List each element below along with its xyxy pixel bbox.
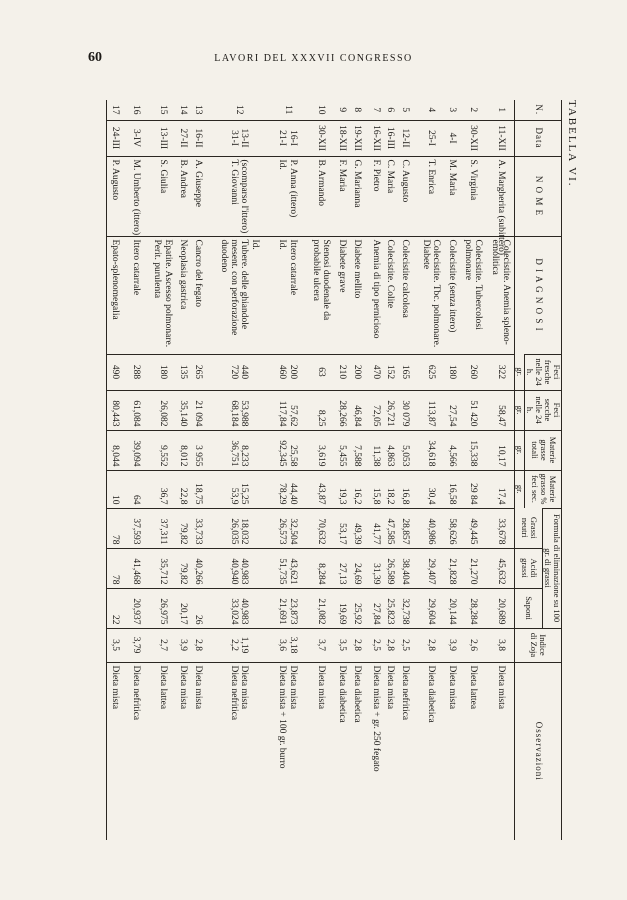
row-diagnosis: Stenosi duodenale da probabile ulcera: [307, 236, 335, 354]
row-grasso-pct: 17,4: [487, 470, 515, 508]
row-date: 18-XII: [335, 120, 349, 156]
row-number: 11: [282, 105, 293, 115]
row-name: P. Anna (ittero) Id.: [273, 156, 307, 236]
row-name: C. Augusto: [397, 156, 418, 236]
row-indice-zoja: 2,7: [149, 628, 177, 662]
row-diagnosis: Colecistite (senza ittero): [445, 236, 459, 354]
row-grasse-totali: 4,566: [445, 430, 459, 470]
table-row: [273, 100, 307, 840]
row-feci-secche: 27,54: [445, 390, 459, 430]
row-name: S. Virginia: [459, 156, 487, 236]
row-saponi: 20,17: [176, 588, 190, 628]
row-feci-fresche: 625: [417, 354, 445, 390]
table-label: TABELLA VI.: [566, 100, 578, 188]
col-nome: N O M E: [515, 156, 562, 236]
row-saponi: 27,84: [369, 588, 383, 628]
row-indice-zoja: 3,18 3,6: [273, 628, 307, 662]
row-indice-zoja: 3,5: [335, 628, 349, 662]
row-diagnosis: Id. Tubere. delle ghiandole mesent. con perforazione duodeno: [211, 236, 273, 354]
row-grasse-totali: 7,588: [349, 430, 370, 470]
row-name: F. Pietro: [369, 156, 383, 236]
row-feci-fresche: 165: [397, 354, 418, 390]
row-grasso-pct: 30,4: [417, 470, 445, 508]
row-number: 10: [316, 105, 327, 115]
row-acidi-grassi: 21,828: [445, 548, 459, 588]
row-date: 16-I 21-I: [273, 120, 307, 156]
row-feci-secche: 57,62 117,84: [273, 390, 307, 430]
row-grasse-totali: 5,053: [397, 430, 418, 470]
row-grasse-totali: 34,618: [417, 430, 445, 470]
row-saponi: 26: [190, 588, 211, 628]
page-number: 60: [88, 50, 102, 65]
row-number: 15: [157, 105, 168, 115]
row-feci-fresche: 210: [335, 354, 349, 390]
row-acidi-grassi: 41,468: [128, 548, 149, 588]
row-grasso-pct: 43,87: [307, 470, 335, 508]
row-grassi-neutri: 41,77: [369, 508, 383, 548]
row-osservazioni: Dieta nefritica: [397, 662, 418, 840]
row-acidi-grassi: 78: [107, 548, 128, 588]
row-feci-secche: 80,443: [107, 390, 128, 430]
row-acidi-grassi: 43,621 51,735: [273, 548, 307, 588]
row-osservazioni: Dieta diabetica: [417, 662, 445, 840]
row-date: 16-III: [383, 120, 397, 156]
row-feci-secche: 72,05: [369, 390, 383, 430]
row-grassi-neutri: 79,82: [176, 508, 190, 548]
col-acidi-grassi: Acidi grassi: [515, 548, 543, 588]
row-date: 16-XII: [369, 120, 383, 156]
row-saponi: 26,975: [149, 588, 177, 628]
row-date: 30-XII: [459, 120, 487, 156]
row-grasso-pct: 29 84: [459, 470, 487, 508]
row-grassi-neutri: 49,39: [349, 508, 370, 548]
row-name: P. Augusto: [107, 156, 128, 236]
row-indice-zoja: 2,8: [417, 628, 445, 662]
row-grassi-neutri: 32,504 26,573: [273, 508, 307, 548]
row-saponi: 25,823: [383, 588, 397, 628]
row-osservazioni: Dieta diabetica: [335, 662, 349, 840]
row-indice-zoja: 3,9: [176, 628, 190, 662]
row-grassi-neutri: 47,585: [383, 508, 397, 548]
table-body: [107, 100, 515, 840]
rotated-table-wrapper: [110, 100, 562, 840]
row-number: 8: [351, 107, 362, 113]
row-feci-secche: 58,47: [487, 390, 515, 430]
row-acidi-grassi: 79,82: [176, 548, 190, 588]
row-name: S. Giulia: [149, 156, 177, 236]
row-number: 16: [130, 105, 141, 115]
row-name: B. Andrea: [176, 156, 190, 236]
table-row: [176, 100, 190, 840]
row-date: 3-IV: [128, 120, 149, 156]
row-feci-secche: 35,140: [176, 390, 190, 430]
row-name: C. Maria: [383, 156, 397, 236]
row-grassi-neutri: 33,733: [190, 508, 211, 548]
row-feci-fresche: 180: [445, 354, 459, 390]
row-osservazioni: Dieta mista Dieta nefritica: [211, 662, 273, 840]
row-number: 3: [447, 107, 458, 113]
row-saponi: 20,689: [487, 588, 515, 628]
table-row: [487, 100, 515, 840]
row-number: 1: [495, 107, 506, 113]
row-indice-zoja: 3,8: [487, 628, 515, 662]
row-feci-secche: 28,266: [335, 390, 349, 430]
row-grasse-totali: 8,012: [176, 430, 190, 470]
unit-gr: gr.: [515, 430, 525, 470]
row-indice-zoja: 2,8: [190, 628, 211, 662]
row-diagnosis: Epatite. Ascesso polmonare. Perit. purulenta: [149, 236, 177, 354]
row-grassi-neutri: 70,632: [307, 508, 335, 548]
row-feci-fresche: 260: [459, 354, 487, 390]
row-date: 30-XII: [307, 120, 335, 156]
row-date: 16-II: [190, 120, 211, 156]
row-osservazioni: Dieta mista Dieta mista + 100 gr. burro: [273, 662, 307, 840]
col-diagnosi: D I A G N O S I: [515, 236, 562, 354]
data-table: [106, 100, 562, 840]
row-diagnosis: Epato-splenomegalia: [107, 236, 128, 354]
row-number: 7: [371, 107, 382, 113]
row-grassi-neutri: 78: [107, 508, 128, 548]
row-date: 4-I: [445, 120, 459, 156]
row-grassi-neutri: 18,032 26,035: [211, 508, 273, 548]
col-n: N.: [515, 100, 562, 120]
row-acidi-grassi: 35,712: [149, 548, 177, 588]
row-number: 5: [399, 107, 410, 113]
row-indice-zoja: 3,7: [307, 628, 335, 662]
row-osservazioni: Dieta mista: [107, 662, 128, 840]
row-saponi: 20,144: [445, 588, 459, 628]
row-grasso-pct: 15,25 53,9: [211, 470, 273, 508]
row-feci-fresche: 265: [190, 354, 211, 390]
table-row: [459, 100, 487, 840]
row-grasse-totali: 5,455: [335, 430, 349, 470]
row-number: 2: [467, 107, 478, 113]
row-osservazioni: Dieta diabetica: [349, 662, 370, 840]
row-diagnosis: Cancro del fegato: [190, 236, 211, 354]
row-date: 19-XII: [349, 120, 370, 156]
row-feci-fresche: 63: [307, 354, 335, 390]
row-osservazioni: Dieta mista: [487, 662, 515, 840]
row-feci-fresche: 470: [369, 354, 383, 390]
row-diagnosis: Neoplasia gastrica: [176, 236, 190, 354]
row-grasse-totali: 8,044: [107, 430, 128, 470]
col-indice: Indice di Zoja: [515, 628, 562, 662]
row-grassi-neutri: 49,445: [459, 508, 487, 548]
row-feci-fresche: 322: [487, 354, 515, 390]
table-row: [307, 100, 335, 840]
row-feci-fresche: 490: [107, 354, 128, 390]
row-feci-secche: 26,082: [149, 390, 177, 430]
row-grasso-pct: 44,40 78,29: [273, 470, 307, 508]
row-osservazioni: Dieta lattea: [459, 662, 487, 840]
row-saponi: 32,738: [397, 588, 418, 628]
row-grasse-totali: 11,38: [369, 430, 383, 470]
row-osservazioni: Dieta mista: [383, 662, 397, 840]
row-date: 12-II: [397, 120, 418, 156]
row-indice-zoja: 2,6: [459, 628, 487, 662]
row-name: M. Maria: [445, 156, 459, 236]
row-grassi-neutri: 53,17: [335, 508, 349, 548]
row-diagnosis: Ittero catarrale Id.: [273, 236, 307, 354]
unit-gr: gr.: [515, 390, 525, 430]
row-osservazioni: Dieta nefritica: [128, 662, 149, 840]
row-indice-zoja: 2,8: [383, 628, 397, 662]
col-feci-secche: Feci secche nelle 24 h.: [525, 390, 562, 430]
row-acidi-grassi: 40,266: [190, 548, 211, 588]
row-diagnosis: Colecistite calcolosa: [397, 236, 418, 354]
row-grasse-totali: 9,552: [149, 430, 177, 470]
row-number: 12: [234, 105, 245, 115]
row-name: G. Marianna: [349, 156, 370, 236]
row-number: 9: [336, 107, 347, 113]
row-grasso-pct: 36,7: [149, 470, 177, 508]
row-osservazioni: Dieta mista: [307, 662, 335, 840]
row-grassi-neutri: 37,311: [149, 508, 177, 548]
col-grasse-totali: Materie grasse totali: [525, 430, 562, 470]
row-grasse-totali: 10,17: [487, 430, 515, 470]
row-grasso-pct: 10: [107, 470, 128, 508]
row-name: B. Armando: [307, 156, 335, 236]
row-acidi-grassi: 29,407: [417, 548, 445, 588]
table-row: [149, 100, 177, 840]
row-feci-fresche: 135: [176, 354, 190, 390]
col-data: Data: [515, 120, 562, 156]
row-feci-secche: 21 094: [190, 390, 211, 430]
row-indice-zoja: 3,9: [445, 628, 459, 662]
row-saponi: 25,92: [349, 588, 370, 628]
row-grassi-neutri: 37,593: [128, 508, 149, 548]
row-acidi-grassi: 31,39: [369, 548, 383, 588]
row-osservazioni: Dieta mista: [445, 662, 459, 840]
col-saponi: Saponi: [515, 588, 543, 628]
row-saponi: 28,284: [459, 588, 487, 628]
row-indice-zoja: 1,19 2,2: [211, 628, 273, 662]
row-feci-fresche: 180: [149, 354, 177, 390]
row-indice-zoja: 2,8: [349, 628, 370, 662]
row-date: 25-I: [417, 120, 445, 156]
row-acidi-grassi: 8,284: [307, 548, 335, 588]
row-grasso-pct: 19,3: [335, 470, 349, 508]
row-number: 14: [178, 105, 189, 115]
col-grassi-neutri: Grassi neutri: [515, 508, 543, 548]
row-diagnosis: Diabete grave: [335, 236, 349, 354]
row-acidi-grassi: 24,69: [349, 548, 370, 588]
table-row: [335, 100, 349, 840]
row-grasse-totali: 3 955: [190, 430, 211, 470]
row-diagnosis: Anemia di tipo pernicioso: [369, 236, 383, 354]
row-grasse-totali: 25,58 92,345: [273, 430, 307, 470]
row-feci-fresche: 200: [349, 354, 370, 390]
row-osservazioni: Dieta mista: [190, 662, 211, 840]
row-grasso-pct: 18,75: [190, 470, 211, 508]
row-feci-secche: 113,87: [417, 390, 445, 430]
row-grasse-totali: 15,338: [459, 430, 487, 470]
row-diagnosis: Diabete mellito: [349, 236, 370, 354]
table-row: [211, 100, 273, 840]
row-date: 13-III: [149, 120, 177, 156]
row-acidi-grassi: 26,589: [383, 548, 397, 588]
row-feci-fresche: 288: [128, 354, 149, 390]
row-osservazioni: Dieta mista: [176, 662, 190, 840]
row-osservazioni: Dieta mista + gr. 250 fegato: [369, 662, 383, 840]
row-name: T. Enrica: [417, 156, 445, 236]
row-diagnosis: Colecistite. Tubercolosi polmonare: [459, 236, 487, 354]
row-saponi: 20,937: [128, 588, 149, 628]
row-indice-zoja: 3,79: [128, 628, 149, 662]
row-grasse-totali: 39,094: [128, 430, 149, 470]
row-date: 13-II 31-I: [211, 120, 273, 156]
row-feci-fresche: 200 460: [273, 354, 307, 390]
row-feci-fresche: 440 720: [211, 354, 273, 390]
table-row: [383, 100, 397, 840]
unit-gr: gr.: [515, 354, 525, 390]
row-acidi-grassi: 27,13: [335, 548, 349, 588]
row-acidi-grassi: 21,270: [459, 548, 487, 588]
table-row: [190, 100, 211, 840]
col-formula: Formula di eliminazione su 100 gr. di grassi: [543, 508, 562, 628]
table-row: [128, 100, 149, 840]
row-number: 4: [426, 107, 437, 113]
row-saponi: 29,604: [417, 588, 445, 628]
running-head: LAVORI DEL XXXVII CONGRESSO: [214, 53, 413, 64]
row-saponi: 40,983 33,024: [211, 588, 273, 628]
row-indice-zoja: 2,5: [369, 628, 383, 662]
row-diagnosis: Ittero catarrale: [128, 236, 149, 354]
row-diagnosis: Colecistite. Anemia spleno-emolitica: [487, 236, 515, 354]
row-name: M. Umberto (ittero): [128, 156, 149, 236]
col-osservazioni: Osservazioni: [515, 662, 562, 840]
row-grasso-pct: 22,8: [176, 470, 190, 508]
row-feci-secche: 61,084: [128, 390, 149, 430]
row-acidi-grassi: 40,983 40,940: [211, 548, 273, 588]
row-indice-zoja: 2,5: [397, 628, 418, 662]
row-date: 27-II: [176, 120, 190, 156]
row-grasso-pct: 18,2: [383, 470, 397, 508]
table-row: [417, 100, 445, 840]
table-row: [397, 100, 418, 840]
row-saponi: 22: [107, 588, 128, 628]
row-number: 6: [385, 107, 396, 113]
col-feci-fresche: Feci fresche nelle 24 h.: [525, 354, 562, 390]
row-diagnosis: Colecistite. Colite: [383, 236, 397, 354]
table-row: [445, 100, 459, 840]
unit-gr: gr.: [515, 470, 525, 508]
row-feci-secche: 51 420: [459, 390, 487, 430]
row-grasse-totali: 4,863: [383, 430, 397, 470]
col-grasso-pct: Materie grasso % feci sec.: [525, 470, 562, 508]
row-grassi-neutri: 58,626: [445, 508, 459, 548]
row-grassi-neutri: 33,678: [487, 508, 515, 548]
row-feci-fresche: 152: [383, 354, 397, 390]
table-row: [107, 100, 128, 840]
row-acidi-grassi: 38,404: [397, 548, 418, 588]
row-grasso-pct: 16,58: [445, 470, 459, 508]
row-grasso-pct: 16,8: [397, 470, 418, 508]
row-grasso-pct: 15,8: [369, 470, 383, 508]
row-name: A. Margherita (subittero): [487, 156, 515, 236]
row-date: 24-III: [107, 120, 128, 156]
row-grassi-neutri: 28,857: [397, 508, 418, 548]
row-number: 17: [107, 100, 128, 120]
table-row: [349, 100, 370, 840]
row-number: 13: [192, 105, 203, 115]
row-name: F. Maria: [335, 156, 349, 236]
row-saponi: 21,082: [307, 588, 335, 628]
row-acidi-grassi: 45,632: [487, 548, 515, 588]
row-feci-secche: 53,988 68,184: [211, 390, 273, 430]
row-diagnosis: Colecistite. Tbc. polmonare. Diabete: [417, 236, 445, 354]
row-date: 11-XII: [487, 120, 515, 156]
row-indice-zoja: 3,5: [107, 628, 128, 662]
row-grassi-neutri: 40,986: [417, 508, 445, 548]
row-name: A. Giuseppe: [190, 156, 211, 236]
row-feci-secche: 8,25: [307, 390, 335, 430]
table-row: [369, 100, 383, 840]
row-osservazioni: Dieta lattea: [149, 662, 177, 840]
row-feci-secche: 46,84: [349, 390, 370, 430]
row-saponi: 23,873 21,691: [273, 588, 307, 628]
row-grasso-pct: 64: [128, 470, 149, 508]
row-feci-secche: 30 079: [397, 390, 418, 430]
row-name: (scomparso l'ittero) T. Giovanni: [211, 156, 273, 236]
row-grasse-totali: 8,233 36,751: [211, 430, 273, 470]
row-grasse-totali: 3,619: [307, 430, 335, 470]
row-feci-secche: 26,721: [383, 390, 397, 430]
row-grasso-pct: 16,2: [349, 470, 370, 508]
row-saponi: 19,69: [335, 588, 349, 628]
